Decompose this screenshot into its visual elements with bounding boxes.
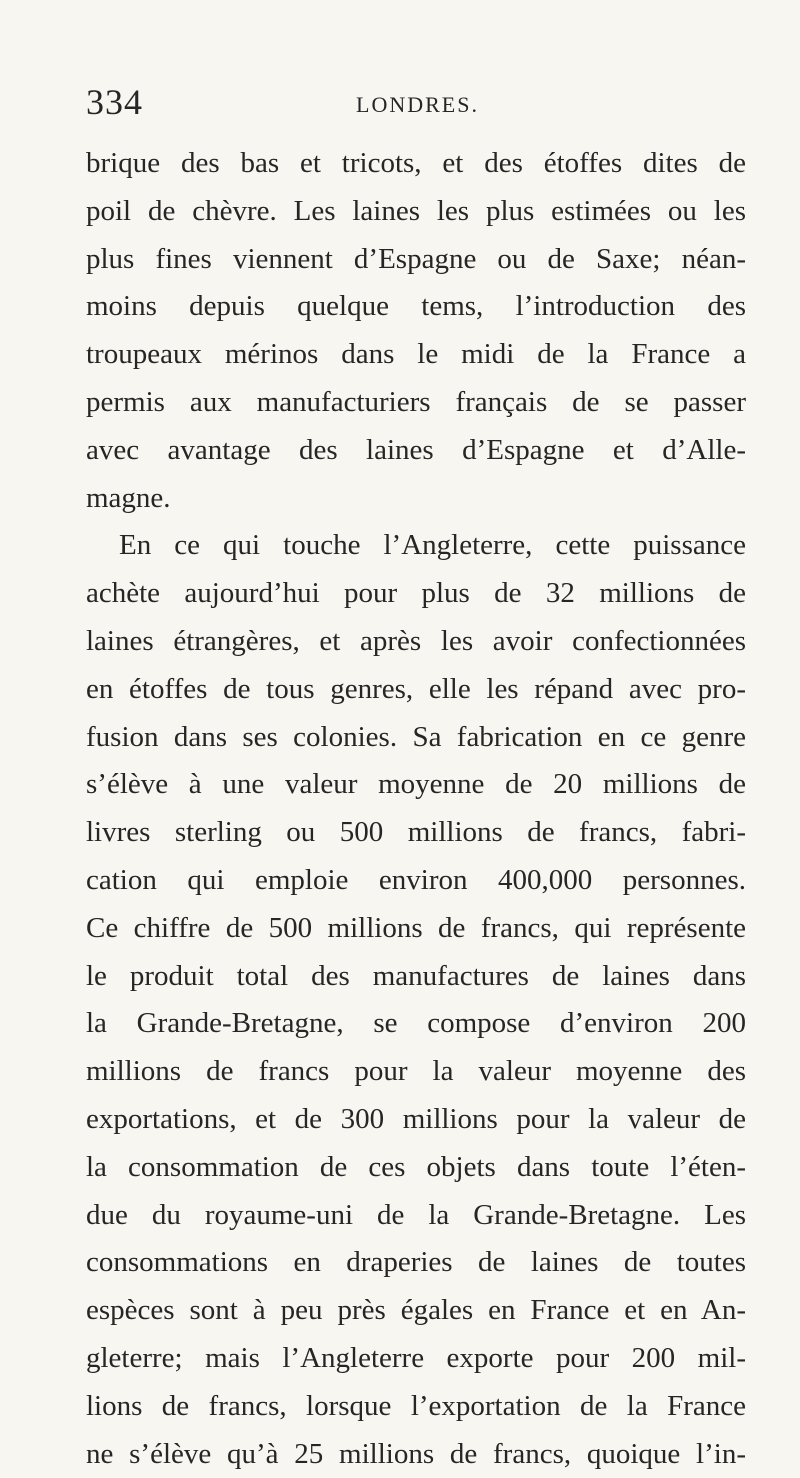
text-line: consommations en draperies de laines de toutes bbox=[86, 1246, 746, 1279]
text-line: espèces sont à peu près égales en France et en An- bbox=[86, 1294, 746, 1327]
text-line: poil de chèvre. Les laines les plus estimées ou les bbox=[86, 194, 746, 227]
running-head: LONDRES. bbox=[356, 92, 479, 117]
text-line: laines étrangères, et après les avoir confectionnées bbox=[86, 624, 746, 657]
text-line: avec avantage des laines d’Espagne et d’Alle- bbox=[86, 433, 746, 466]
text-line: ne s’élève qu’à 25 millions de francs, quoique l’in- bbox=[86, 1437, 746, 1470]
text-line: millions de francs pour la valeur moyenne des bbox=[86, 1055, 746, 1088]
text-line: la Grande-Bretagne, se compose d’environ 200 bbox=[86, 1007, 746, 1040]
body-text bbox=[86, 140, 746, 1478]
text-line: livres sterling ou 500 millions de francs, fabri- bbox=[86, 816, 746, 849]
text-line: lions de francs, lorsque l’exportation de la France bbox=[86, 1389, 746, 1422]
text-line: s’élève à une valeur moyenne de 20 millions de bbox=[86, 768, 746, 801]
text-line: fusion dans ses colonies. Sa fabrication en ce genre bbox=[86, 720, 746, 753]
text-line: due du royaume-uni de la Grande-Bretagne. Les bbox=[86, 1198, 746, 1231]
text-line: magne. bbox=[86, 481, 171, 514]
text-line: En ce qui touche l’Angleterre, cette puissance bbox=[119, 529, 746, 562]
text-line: troupeaux mérinos dans le midi de la France a bbox=[86, 338, 746, 371]
text-line: plus fines viennent d’Espagne ou de Saxe; néan- bbox=[86, 242, 746, 275]
text-line: brique des bas et tricots, et des étoffes dites de bbox=[86, 147, 746, 179]
text-line: gleterre; mais l’Angleterre exporte pour 200 mil- bbox=[86, 1341, 746, 1374]
page-number: 334 bbox=[86, 82, 143, 122]
text-line: exportations, et de 300 millions pour la valeur de bbox=[86, 1102, 746, 1135]
text-line: achète aujourd’hui pour plus de 32 millions de bbox=[86, 577, 746, 610]
text-line: Ce chiffre de 500 millions de francs, qui représente bbox=[86, 911, 746, 944]
text-line: permis aux manufacturiers français de se passer bbox=[86, 385, 746, 418]
text-line: le produit total des manufactures de laines dans bbox=[86, 959, 746, 992]
text-line: la consommation de ces objets dans toute l’éten- bbox=[86, 1150, 746, 1183]
text-line: moins depuis quelque tems, l’introduction des bbox=[86, 290, 746, 323]
text-line: en étoffes de tous genres, elle les répand avec pro- bbox=[86, 672, 746, 705]
page-header bbox=[86, 76, 742, 128]
text-line: cation qui emploie environ 400,000 personnes. bbox=[86, 863, 746, 896]
